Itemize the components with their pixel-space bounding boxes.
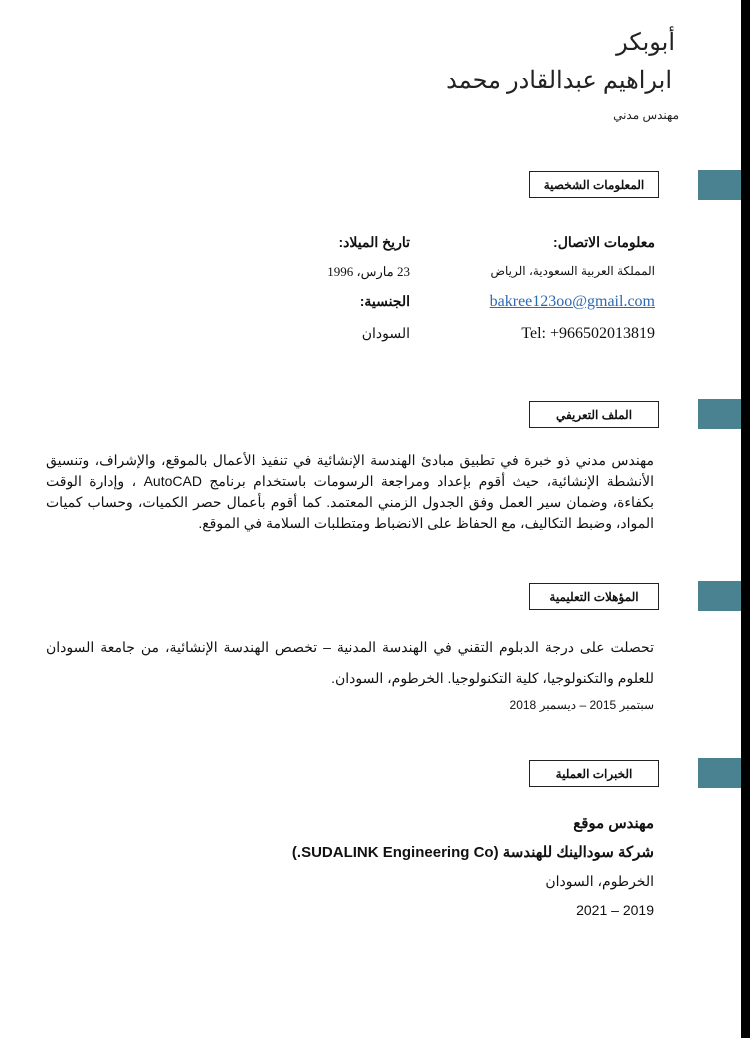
experience-period: 2019 – 2021 xyxy=(576,902,654,918)
contact-location: المملكة العربية السعودية، الرياض xyxy=(490,264,655,278)
nationality-label: الجنسية: xyxy=(359,293,410,309)
nationality: السودان xyxy=(361,325,410,341)
email-link[interactable]: bakree123oo@gmail.com xyxy=(489,293,655,310)
section-accent-bar xyxy=(698,581,741,611)
phone-number: Tel: +966502013819 xyxy=(521,325,655,342)
section-heading-education: المؤهلات التعليمية xyxy=(529,583,659,610)
experience-role: مهندس موقع xyxy=(573,815,654,832)
section-heading-profile: الملف التعريفي xyxy=(529,401,659,428)
education-description: تحصلت على درجة الدبلوم التقني في الهندسة المدنية – تخصص الهندسة الإنشائية، من جامعة السودان للعلوم والتكنولوجيا، كلية التكنولوجيا. الخرطوم، السودان. xyxy=(46,639,654,686)
experience-company: شركة سودالينك للهندسة (SUDALINK Engineering Co.) xyxy=(291,844,654,861)
birth-date-label: تاريخ الميلاد: xyxy=(338,234,410,250)
section-accent-bar xyxy=(698,758,741,788)
contact-label: معلومات الاتصال: xyxy=(553,234,655,250)
full-name: ابراهيم عبدالقادر محمد xyxy=(446,68,672,94)
section-heading-experience: الخبرات العملية xyxy=(529,760,659,787)
education-period: سبتمبر 2015 – ديسمبر 2018 xyxy=(509,698,654,712)
section-accent-bar xyxy=(698,170,741,200)
job-title: مهندس مدني xyxy=(613,108,679,122)
profile-summary: مهندس مدني ذو خبرة في تطبيق مبادئ الهندسة الإنشائية في تنفيذ الأعمال بالموقع، والإشراف، وتنسيق الأنشطة الإنشائية، حيث أقوم بإعداد ومراجعة الرسومات باستخدام برنامج AutoCAD ، وإدارة الوقت بكفاءة، وضمان سير العمل وفق الجدول الزمني المعتمد. كما أقوم بأعمال حصر الكميات، وحساب كميات المواد، وضبط التكاليف، مع الحفاظ على الانضباط ومتطلبات السلامة في الموقع. xyxy=(46,452,654,531)
experience-location: الخرطوم، السودان xyxy=(545,873,654,889)
section-accent-bar xyxy=(698,399,741,429)
section-heading-personal: المعلومات الشخصية xyxy=(529,171,659,198)
first-name: أبوبكر xyxy=(616,30,675,56)
birth-date: 23 مارس، 1996 xyxy=(327,264,410,279)
